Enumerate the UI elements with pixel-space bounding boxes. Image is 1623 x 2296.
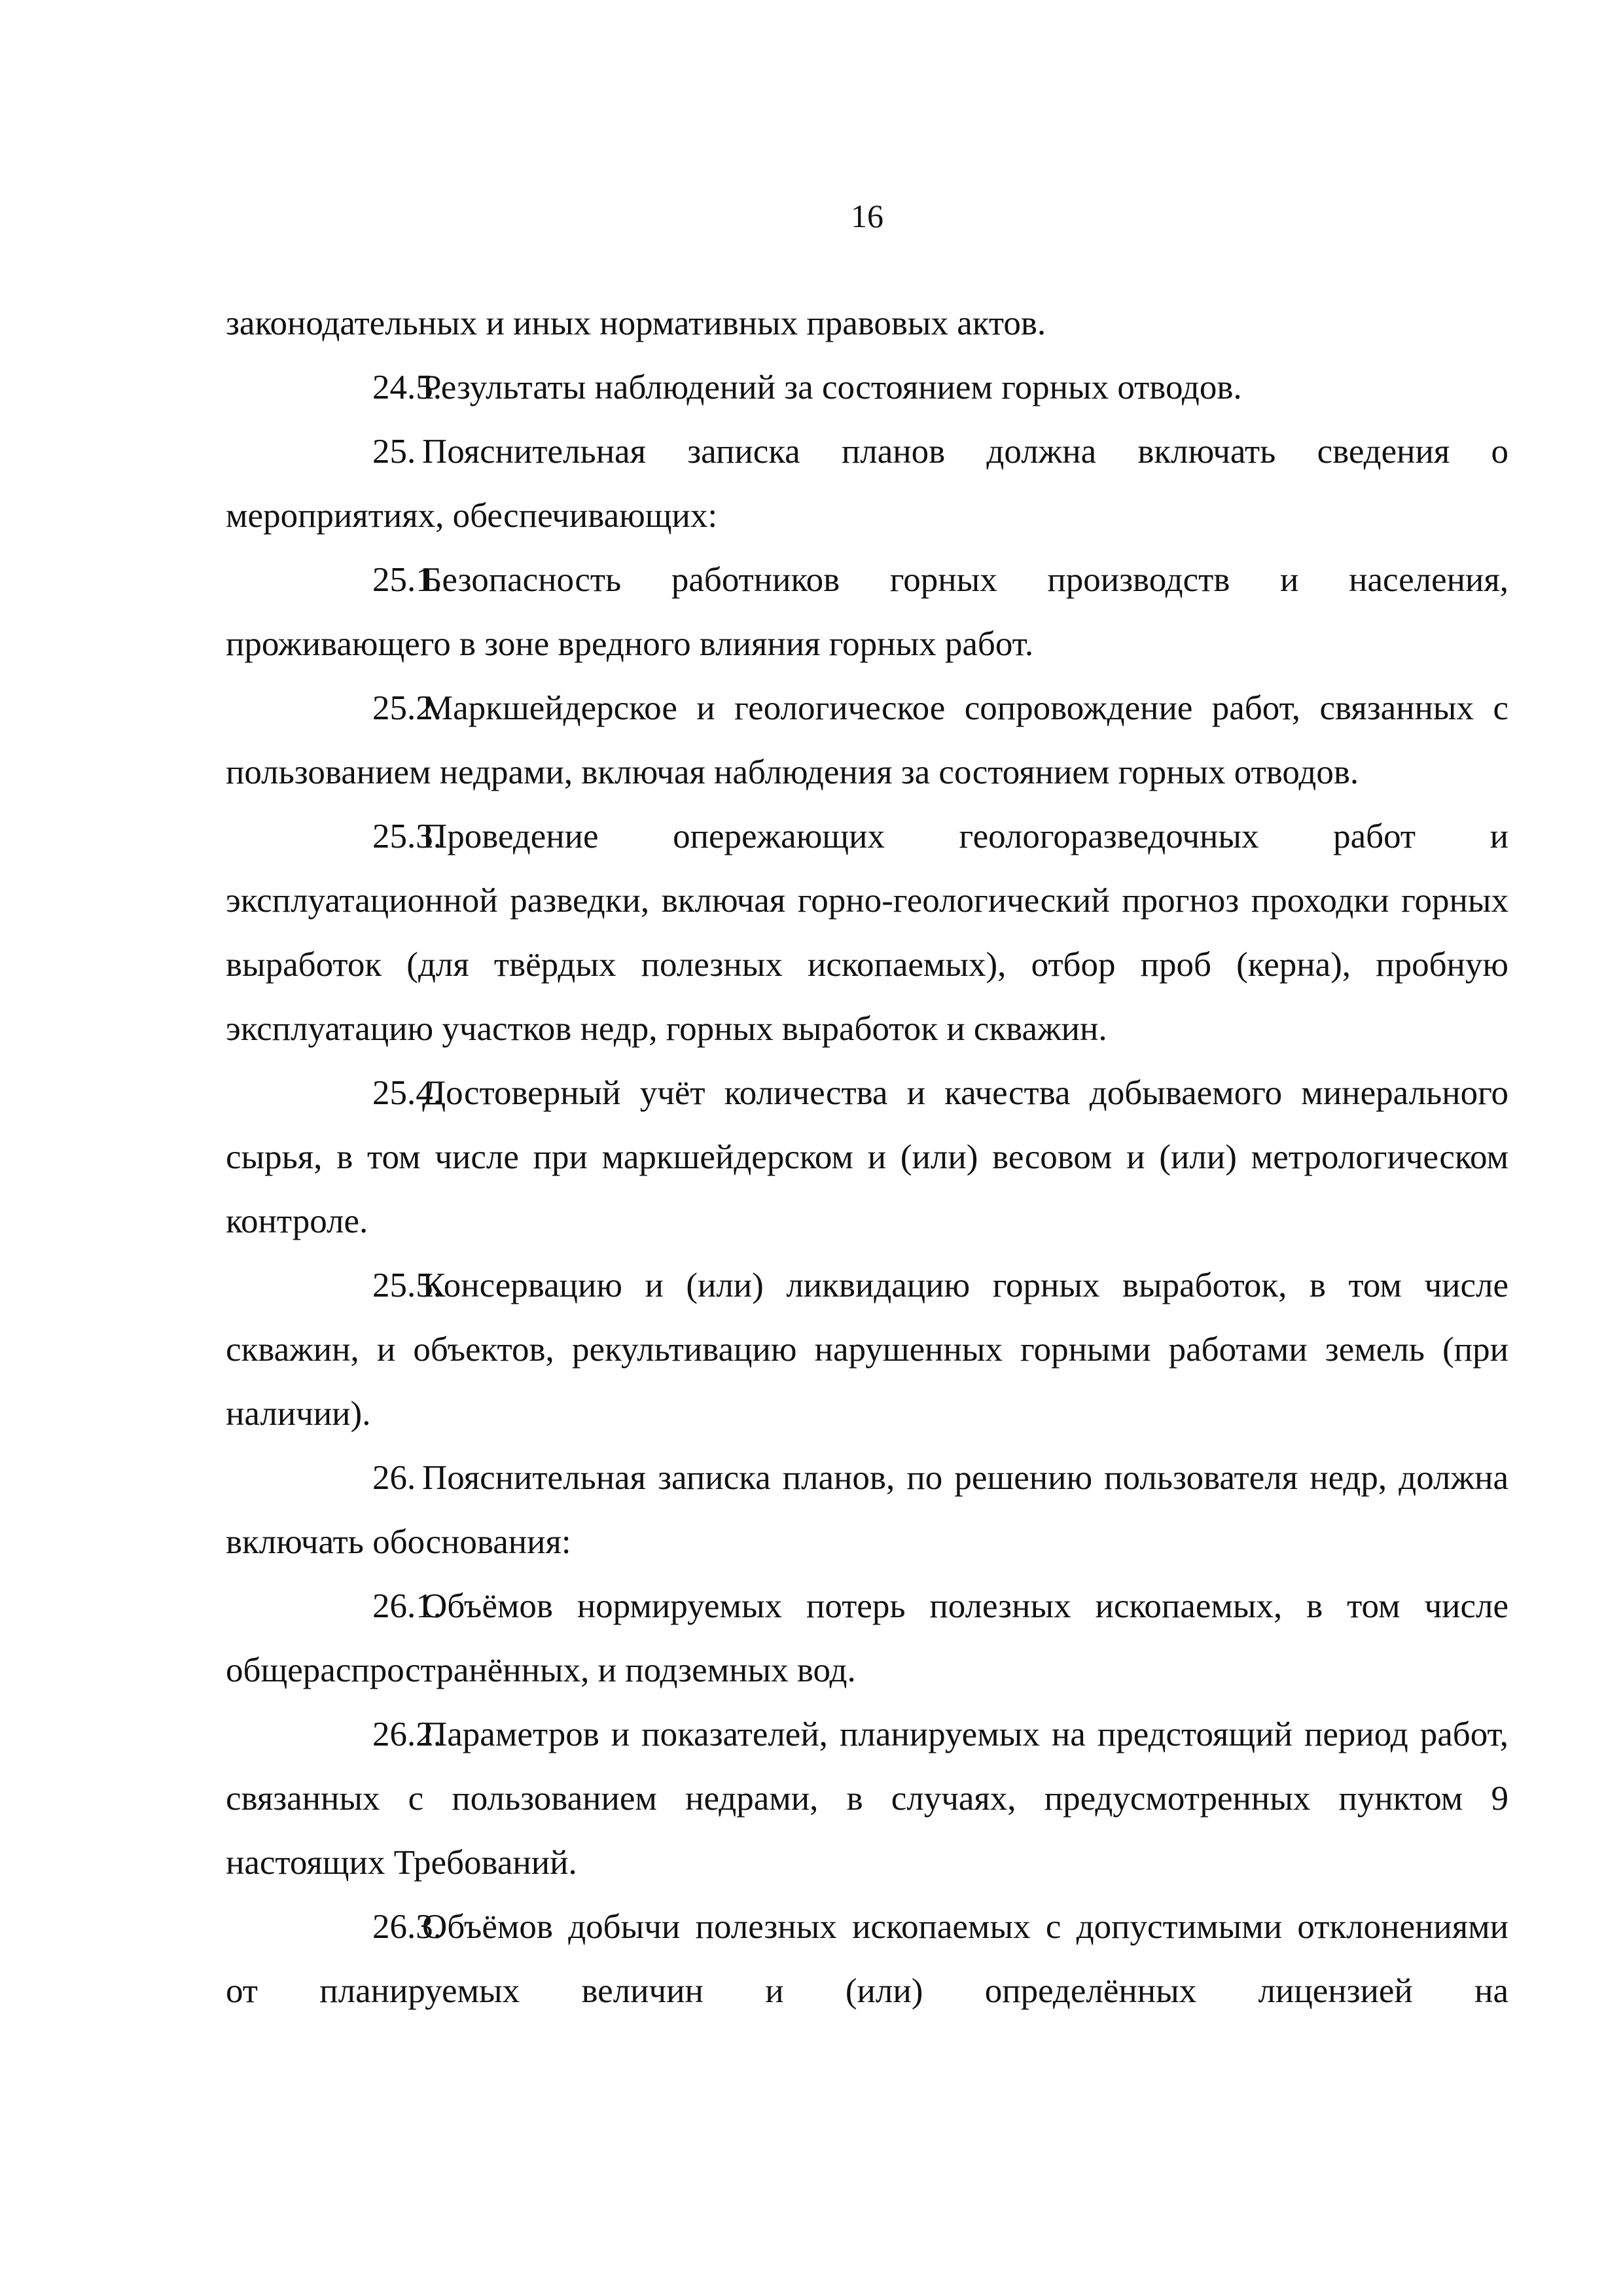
paragraph-25-5 xyxy=(226,1253,1508,1446)
paragraph-number: 25.2. xyxy=(372,689,442,727)
paragraph-25-4 xyxy=(226,1061,1508,1253)
paragraph-number: 25.1. xyxy=(372,561,442,599)
paragraph-26-3 xyxy=(226,1895,1508,2023)
paragraph-25-1 xyxy=(226,548,1508,676)
paragraph-number: 25. xyxy=(372,433,416,471)
paragraph-number: 26.3. xyxy=(372,1908,442,1946)
paragraph-text: Пояснительная записка планов должна включать сведения о мероприятиях, обеспечивающих: xyxy=(226,433,1508,535)
paragraph-text: Результаты наблюдений за состоянием горных отводов. xyxy=(422,368,1242,406)
paragraph-number: 26. xyxy=(372,1459,416,1497)
paragraph-text: Безопасность работников горных производств и населения, проживающего в зоне вредного влияния горных работ. xyxy=(226,561,1508,663)
paragraph-number: 25.3. xyxy=(372,817,442,855)
paragraph-26-2 xyxy=(226,1702,1508,1895)
paragraph-26-1 xyxy=(226,1574,1508,1702)
page-number: 16 xyxy=(851,198,883,234)
paragraph-number: 26.2. xyxy=(372,1715,442,1753)
paragraph-continuation xyxy=(226,291,1508,355)
paragraph-25 xyxy=(226,420,1508,548)
paragraph-text: Параметров и показателей, планируемых на предстоящий период работ, связанных с пользованием недрами, в случаях, предусмотренных пунктом 9 настоящих Требований. xyxy=(226,1715,1508,1882)
paragraph-text: Объёмов нормируемых потерь полезных ископаемых, в том числе общераспространённых, и подземных вод. xyxy=(226,1587,1508,1689)
paragraph-25-2 xyxy=(226,676,1508,804)
paragraph-text: Маркшейдерское и геологическое сопровождение работ, связанных с пользованием недрами, включая наблюдения за состоянием горных отводов. xyxy=(226,689,1508,791)
paragraph-number: 26.1. xyxy=(372,1587,442,1625)
paragraph-text: Пояснительная записка планов, по решению пользователя недр, должна включать обоснования: xyxy=(226,1459,1508,1561)
paragraph-number: 25.5. xyxy=(372,1266,442,1304)
paragraph-24-5 xyxy=(226,355,1508,420)
paragraph-text: законодательных и иных нормативных правовых актов. xyxy=(226,304,1046,342)
paragraph-text: Достоверный учёт количества и качества добываемого минерального сырья, в том числе при маркшейдерском и (или) весовом и (или) метрологическом контроле. xyxy=(226,1074,1508,1240)
paragraph-text: Проведение опережающих геологоразведочных работ и эксплуатационной разведки, включая горно-геологический прогноз проходки горных выработок (для твёрдых полезных ископаемых), отбор проб (керна), пробную эксплуатацию участков недр, горных выработок и скважин. xyxy=(226,817,1508,1048)
paragraph-25-3 xyxy=(226,804,1508,1061)
paragraph-26 xyxy=(226,1446,1508,1574)
document-body xyxy=(226,291,1508,2023)
paragraph-number: 25.4. xyxy=(372,1074,442,1112)
paragraph-number: 24.5. xyxy=(372,368,442,406)
paragraph-text: Объёмов добычи полезных ископаемых с допустимыми отклонениями от планируемых величин и (или) определённых лицензией на xyxy=(226,1908,1508,2010)
paragraph-text: Консервацию и (или) ликвидацию горных выработок, в том числе скважин, и объектов, рекультивацию нарушенных горными работами земель (при наличии). xyxy=(226,1266,1508,1433)
